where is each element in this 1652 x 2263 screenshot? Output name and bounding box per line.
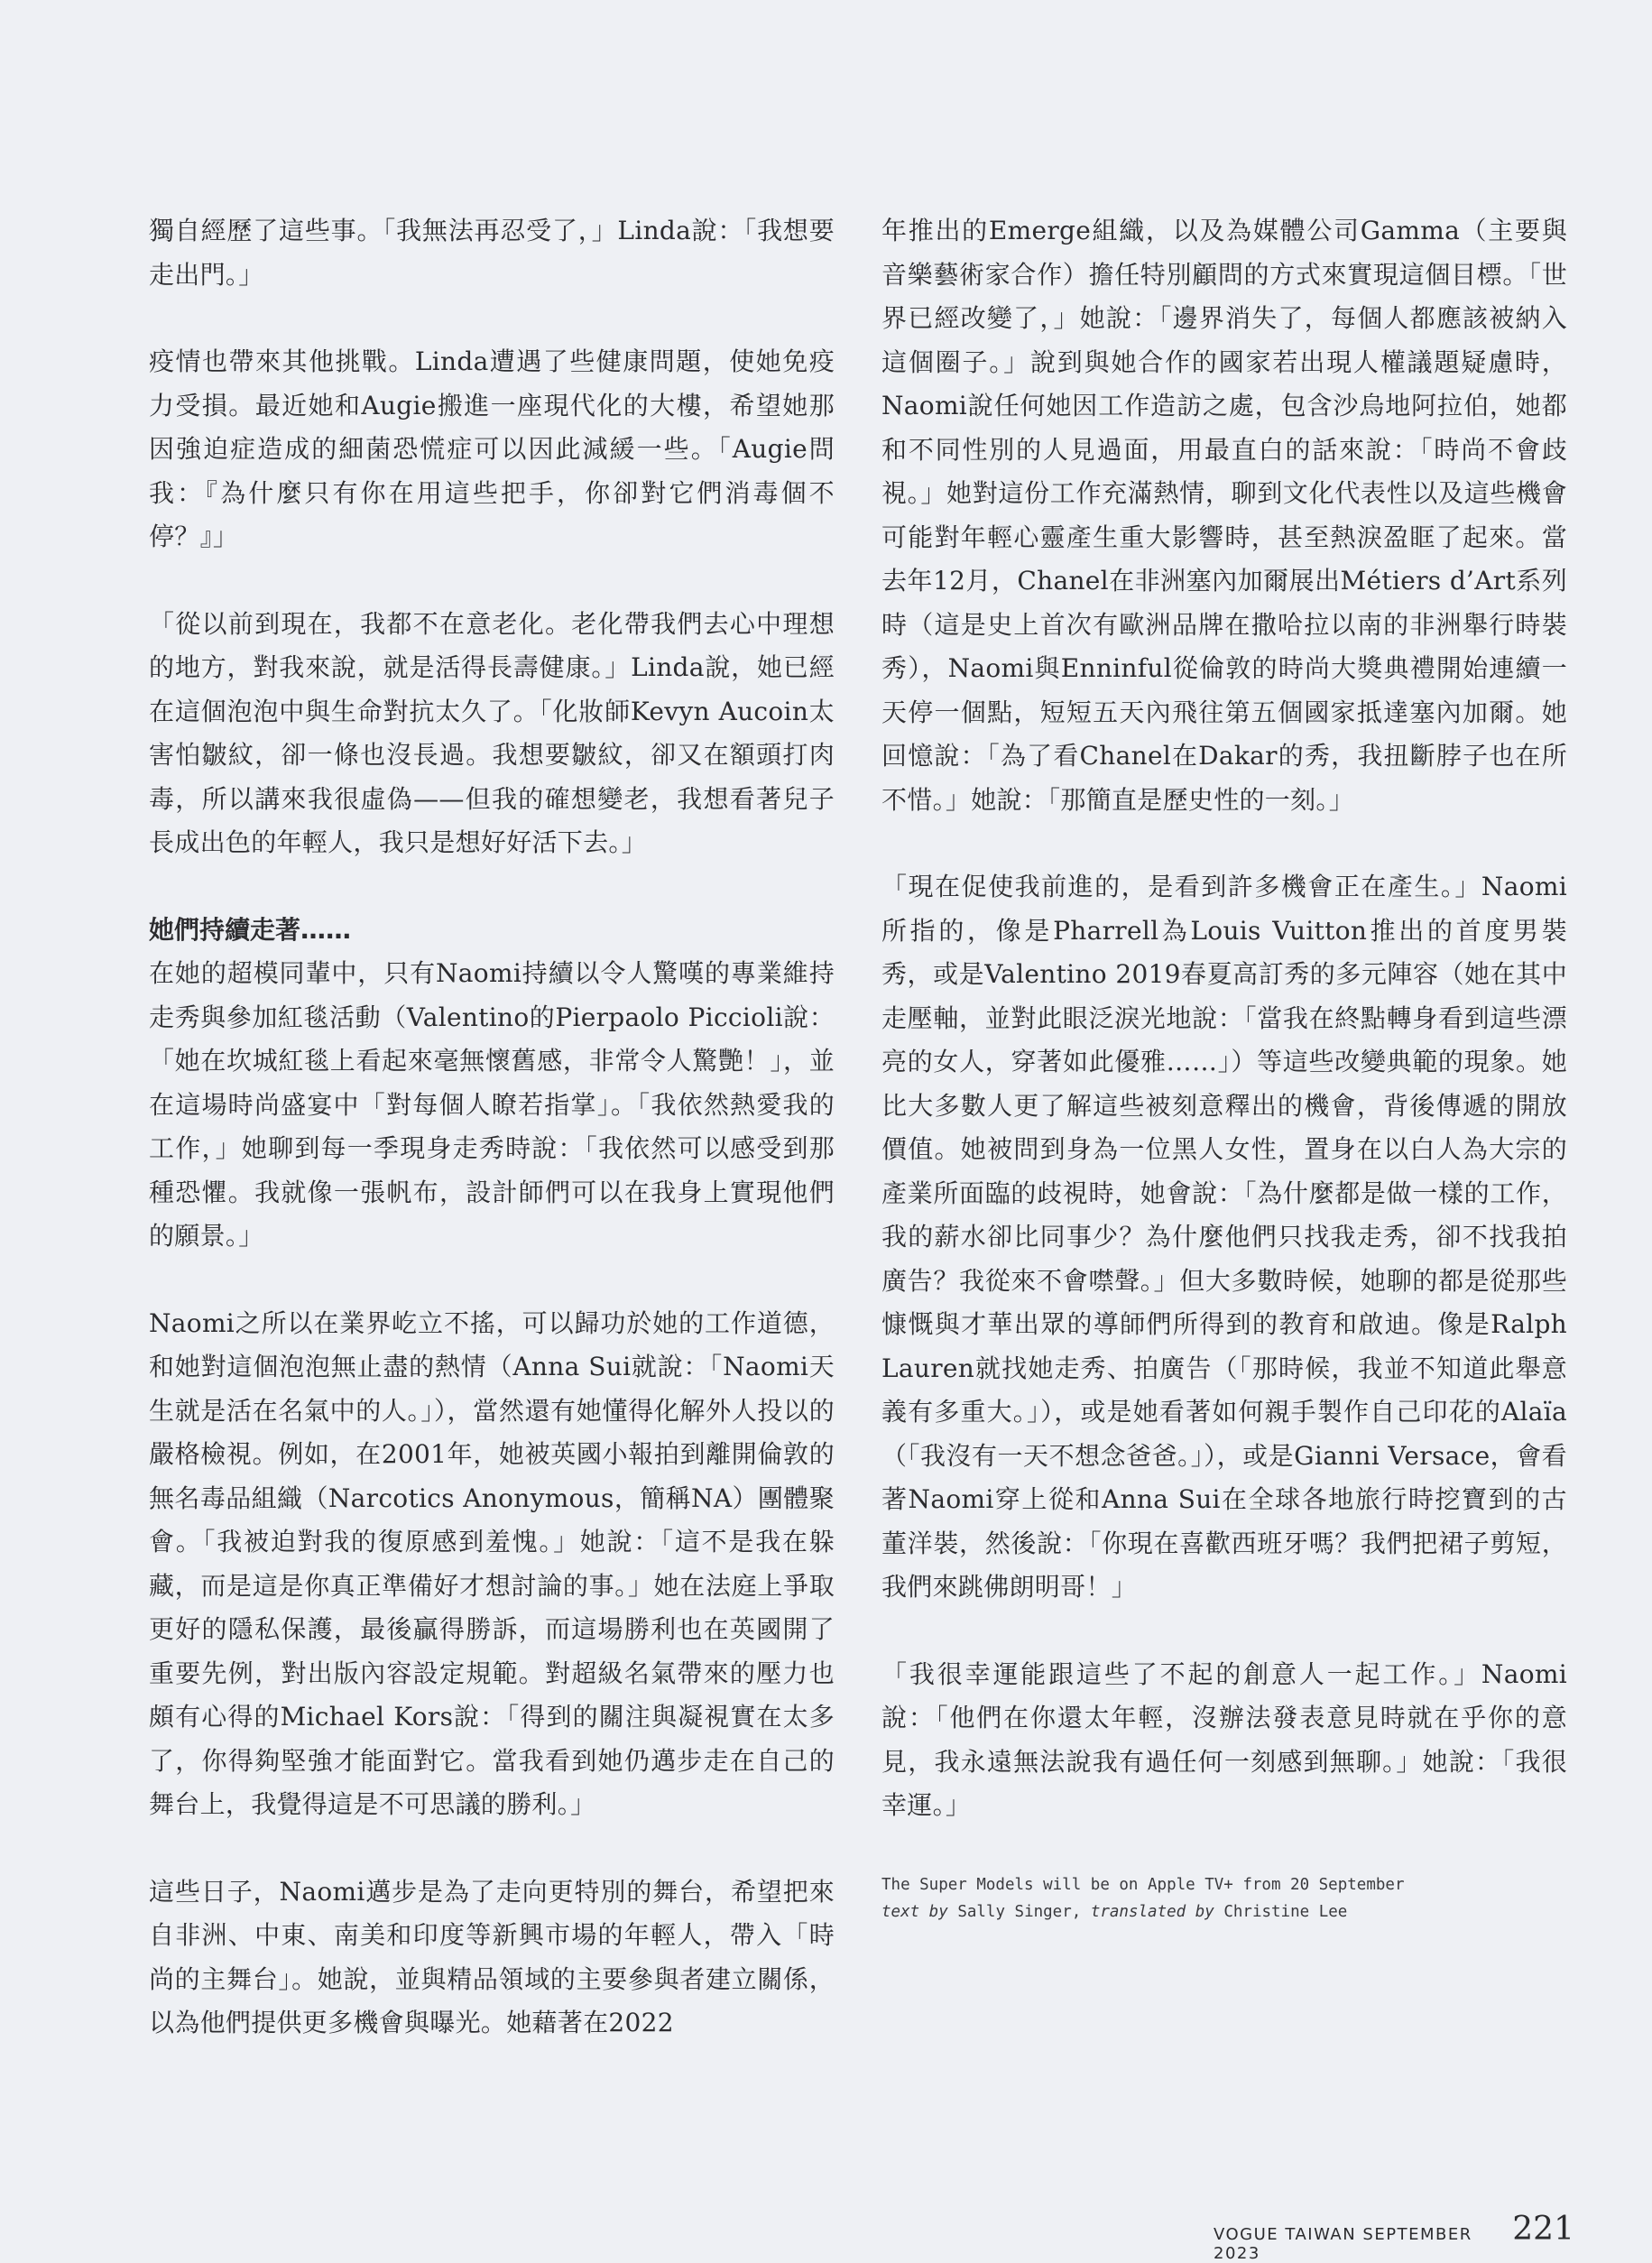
credit-line-airing: The Super Models will be on Apple TV+ from 20 September	[881, 1875, 1405, 1894]
paragraph: Naomi之所以在業界屹立不搖，可以歸功於她的工作道德，和她對這個泡泡無止盡的熱情（Anna Sui就說：「Naomi天生就是活在名氣中的人。」），當然還有她懂得化解外人投以的嚴格檢視。例如，在2001年，她被英國小報拍到離開倫敦的無名毒品組織（Narcotics Anonymous，簡稱NA）團體聚會。「我被迫對我的復原感到羞愧。」她說：「這不是我在躲藏，而是這是你真正準備好才想討論的事。」她在法庭上爭取更好的隱私保護，最後贏得勝訴，而這場勝利也在英國開了重要先例，對出版內容設定規範。對超級名氣帶來的壓力也頗有心得的Michael Kors說：「得到的關注與凝視實在太多了，你得夠堅強才能面對它。當我看到她仍邁步走在自己的舞台上，我覺得這是不可思議的勝利。」	[149, 1307, 835, 1819]
magazine-issue: VOGUE TAIWAN SEPTEMBER 2023	[1214, 2225, 1472, 2263]
paragraph: 疫情也帶來其他挑戰。Linda遭遇了些健康問題，使她免疫力受損。最近她和Augie搬進一座現代化的大樓，希望她那因強迫症造成的細菌恐慌症可以因此減緩一些。「Augie問我：『為什麼只有你在用這些把手，你卻對它們消毒個不停？』」	[149, 346, 835, 551]
credit-translated-by-label: translated by	[1090, 1902, 1214, 1921]
credit-translator: Christine Lee	[1223, 1902, 1348, 1921]
paragraph: 「從以前到現在，我都不在意老化。老化帶我們去心中理想的地方，對我來說，就是活得長壽健康。」Linda說，她已經在這個泡泡中與生命對抗太久了。「化妝師Kevyn Aucoin太害怕皺紋，卻一條也沒長過。我想要皺紋，卻又在額頭打肉毒，所以講來我很虛偽——但我的確想變老，我想看著兒子長成出色的年輕人，我只是想好好活下去。」	[149, 608, 835, 857]
paragraph: 年推出的Emerge組織，以及為媒體公司Gamma（主要與音樂藝術家合作）擔任特別顧問的方式來實現這個目標。「世界已經改變了，」她說：「邊界消失了，每個人都應該被納入這個圈子。」說到與她合作的國家若出現人權議題疑慮時，Naomi說任何她因工作造訪之處，包含沙烏地阿拉伯，她都和不同性別的人見過面，用最直白的話來說：「時尚不會歧視。」她對這份工作充滿熱情，聊到文化代表性以及這些機會可能對年輕心靈產生重大影響時，甚至熱淚盈眶了起來。當去年12月，Chanel在非洲塞內加爾展出Métiers d’Art系列時（這是史上首次有歐洲品牌在撒哈拉以南的非洲舉行時裝秀），Naomi與Enninful從倫敦的時尚大獎典禮開始連續一天停一個點，短短五天內飛往第五個國家抵達塞內加爾。她回憶說：「為了看Chanel在Dakar的秀，我扭斷脖子也在所不惜。」她說：「那簡直是歷史性的一刻。」	[881, 216, 1567, 815]
paragraph: 在她的超模同輩中，只有Naomi持續以令人驚嘆的專業維持走秀與參加紅毯活動（Valentino的Pierpaolo Piccioli說：「她在坎城紅毯上看起來毫無懷舊感，非常令人驚艷！」，並在這場時尚盛宴中「對每個人瞭若指掌」。「我依然熱愛我的工作，」她聊到每一季現身走秀時說：「我依然可以感受到那種恐懼。我就像一張帆布，設計師們可以在我身上實現他們的願景。」	[149, 958, 835, 1251]
paragraph: 「我很幸運能跟這些了不起的創意人一起工作。」Naomi說：「他們在你還太年輕，沒辦法發表意見時就在乎你的意見，我永遠無法說我有過任何一刻感到無聊。」她說：「我很幸運。」	[881, 1658, 1567, 1820]
paragraph: 這些日子，Naomi邁步是為了走向更特別的舞台，希望把來自非洲、中東、南美和印度等新興市場的年輕人，帶入「時尚的主舞台」。她說，並與精品領域的主要參與者建立關係，以為他們提供更多機會與曝光。她藉著在2022	[149, 1876, 835, 2037]
page-number: 221	[1512, 2211, 1574, 2248]
credit-text-by-label: text by	[881, 1902, 948, 1921]
article-credits	[881, 1871, 1567, 1926]
paragraph: 「現在促使我前進的，是看到許多機會正在產生。」Naomi所指的，像是Pharrell為Louis Vuitton推出的首度男裝秀，或是Valentino 2019春夏高訂秀的多元陣容（她在其中走壓軸，並對此眼泛淚光地說：「當我在終點轉身看到這些漂亮的女人，穿著如此優雅……」）等這些改變典範的現象。她比大多數人更了解這些被刻意釋出的機會，背後傳遞的開放價值。她被問到身為一位黑人女性，置身在以白人為大宗的產業所面臨的歧視時，她會說：「為什麼都是做一樣的工作，我的薪水卻比同事少？為什麼他們只找我走秀，卻不找我拍廣告？我從來不會噤聲。」但大多數時候，她聊的都是從那些慷慨與才華出眾的導師們所得到的教育和啟迪。像是Ralph Lauren就找她走秀、拍廣告（「那時候，我並不知道此舉意義有多重大。」），或是她看著如何親手製作自己印花的Alaïa（「我沒有一天不想念爸爸。」），或是Gianni Versace，會看著Naomi穿上從和Anna Sui在全球各地旅行時挖寶到的古董洋裝，然後說：「你現在喜歡西班牙嗎？我們把裙子剪短，我們來跳佛朗明哥！」	[881, 872, 1567, 1602]
right-column	[881, 209, 1567, 1926]
page-footer	[1214, 2211, 1574, 2263]
credit-author: Sally Singer,	[957, 1902, 1082, 1921]
paragraph: 獨自經歷了這些事。「我無法再忍受了，」Linda說：「我想要走出門。」	[149, 216, 835, 290]
left-column	[149, 209, 835, 2089]
credit-line-authors	[881, 1898, 1567, 1926]
section-subhead: 她們持續走著……	[149, 914, 352, 945]
